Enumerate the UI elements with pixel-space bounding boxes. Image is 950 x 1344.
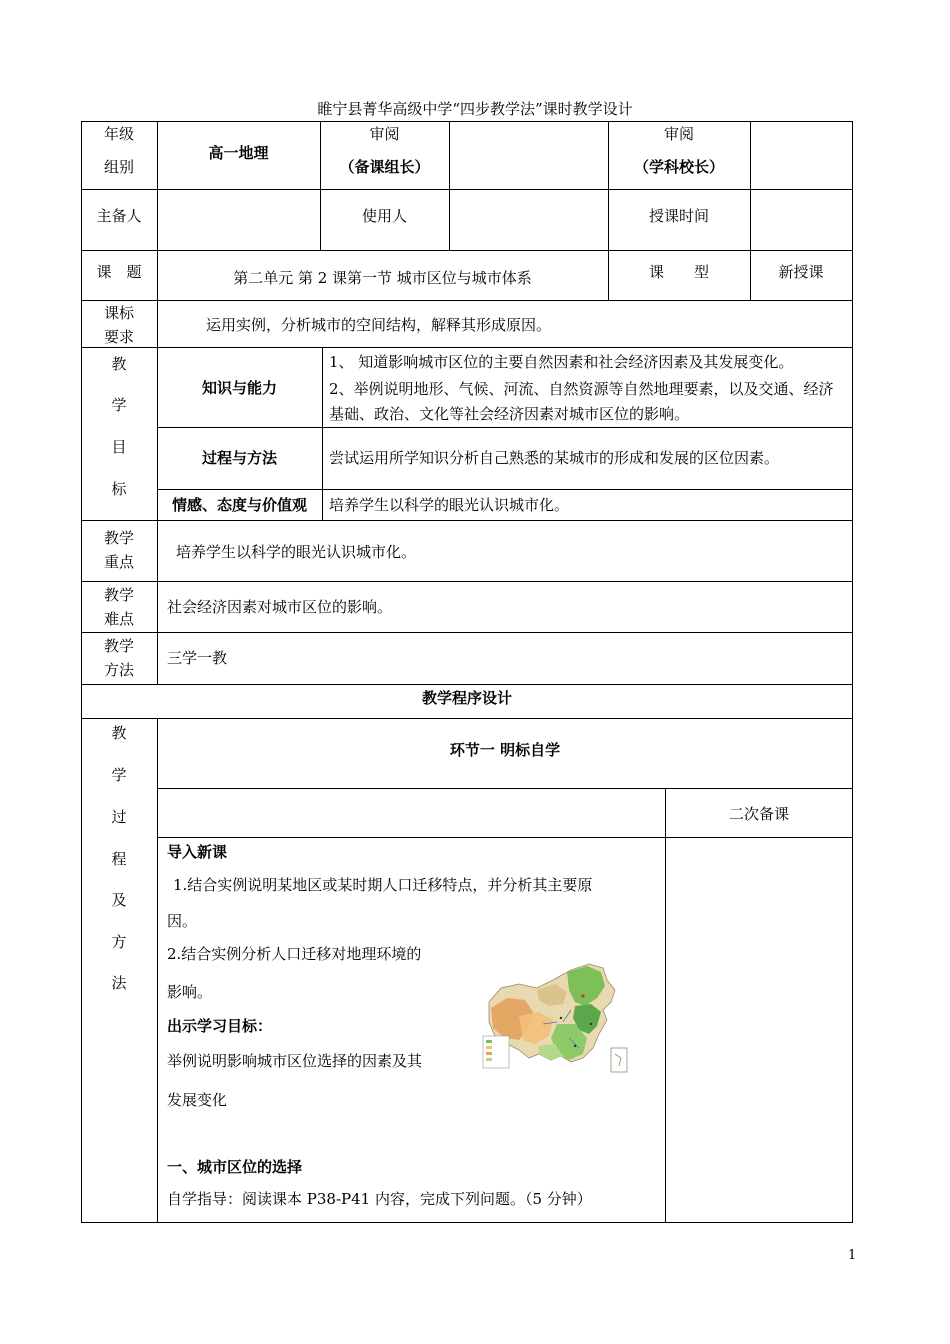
part-heading: 一、城市区位的选择	[167, 1158, 303, 1176]
table-border-right	[852, 121, 853, 1223]
row-divider	[157, 837, 853, 838]
grade-group-value: 高一地理	[208, 144, 269, 162]
procedure-char: 过	[111, 808, 127, 826]
class-time-label: 授课时间	[648, 207, 709, 225]
column-divider	[449, 121, 450, 251]
procedure-char: 学	[111, 766, 127, 784]
procedure-char: 方	[111, 933, 127, 951]
goal-line-2: 发展变化	[167, 1091, 228, 1109]
goal-heading: 出示学习目标：	[167, 1017, 273, 1035]
topic-label: 课 题	[96, 263, 142, 281]
table-border-top	[81, 121, 853, 122]
procedure-header: 教学程序设计	[421, 689, 512, 707]
self-study-guide: 自学指导：阅读课本 P38-P41 内容，完成下列问题。（5 分钟）	[167, 1190, 592, 1208]
knowledge-ability-label: 知识与能力	[201, 379, 277, 397]
process-method-label: 过程与方法	[201, 449, 277, 467]
row-divider	[157, 788, 853, 789]
china-map-image	[479, 962, 629, 1078]
objective-char: 标	[111, 480, 127, 498]
column-divider	[665, 788, 666, 1223]
page-number: 1	[848, 1248, 857, 1263]
row-divider	[81, 520, 853, 521]
review-label: 审阅	[663, 125, 694, 143]
column-divider	[322, 347, 323, 521]
standard-requirement: 运用实例，分析城市的空间结构，解释其形成原因。	[206, 316, 552, 334]
row-divider	[81, 581, 853, 582]
document-title: 睢宁县菁华高级中学“四步教学法”课时教学设计	[317, 100, 633, 118]
intro-item-2: 2.结合实例分析人口迁移对地理环境的	[167, 945, 422, 963]
row-divider	[81, 189, 853, 190]
user-label: 使用人	[361, 207, 407, 225]
method-value: 三学一教	[167, 649, 228, 667]
principal-label: （学科校长）	[633, 158, 724, 176]
row-divider	[81, 684, 853, 685]
row-divider	[157, 427, 853, 428]
column-divider	[157, 121, 158, 685]
objective-char: 目	[111, 438, 127, 456]
row-divider	[81, 347, 853, 348]
preparer-label: 主备人	[96, 207, 142, 225]
key-points-value: 培养学生以科学的眼光认识城市化。	[176, 543, 417, 561]
topic-value: 第二单元 第 2 课第一节 城市区位与城市体系	[233, 269, 532, 287]
group-label: 组别	[103, 158, 134, 176]
attitude-values-value: 培养学生以科学的眼光认识城市化。	[329, 496, 570, 514]
intro-item-1: 1.结合实例说明某地区或某时期人口迁移特点，并分析其主要原	[173, 876, 593, 894]
goal-line-1: 举例说明影响城市区位选择的因素及其	[167, 1052, 423, 1070]
method-label: 教学	[103, 637, 134, 655]
row-divider	[81, 250, 853, 251]
procedure-char: 程	[111, 850, 127, 868]
process-method-value: 尝试运用所学知识分析自己熟悉的某城市的形成和发展的区位因素。	[329, 449, 780, 467]
grade-label: 年级	[103, 125, 134, 143]
key-points-label: 重点	[103, 553, 134, 571]
knowledge-objective-2: 2、举例说明地形、气候、河流、自然资源等自然地理要素，以及交通、经济基础、政治、文化等社会经济因素对城市区位的影响。	[329, 380, 834, 423]
intro-item-2-cont: 影响。	[167, 983, 213, 1001]
row-divider	[157, 489, 853, 490]
row-divider	[81, 300, 853, 301]
standard-label: 课标	[103, 304, 134, 322]
intro-heading: 导入新课	[167, 843, 228, 861]
difficulty-label: 教学	[103, 586, 134, 604]
knowledge-objective-1: 1、 知道影响城市区位的主要自然因素和社会经济因素及其发展变化。	[329, 353, 794, 371]
requirement-label: 要求	[103, 328, 134, 346]
table-border-bottom	[81, 1222, 853, 1223]
difficulty-label: 难点	[103, 610, 134, 628]
column-divider	[157, 718, 158, 1223]
method-label: 方法	[103, 661, 134, 679]
attitude-values-label: 情感、态度与价值观	[171, 496, 307, 514]
row-divider	[81, 632, 853, 633]
section-title: 环节一 明标自学	[449, 741, 561, 759]
group-leader-label: （备课组长）	[339, 158, 430, 176]
review-label: 审阅	[369, 125, 400, 143]
row-divider	[81, 718, 853, 719]
procedure-char: 教	[111, 724, 127, 742]
difficulty-value: 社会经济因素对城市区位的影响。	[167, 598, 393, 616]
objective-char: 教	[111, 355, 127, 373]
intro-item-1-cont: 因。	[167, 912, 198, 930]
procedure-char: 及	[111, 891, 127, 909]
key-points-label: 教学	[103, 529, 134, 547]
lesson-type-value: 新授课	[778, 263, 824, 281]
procedure-char: 法	[111, 974, 127, 992]
second-preparation-label: 二次备课	[728, 805, 789, 823]
lesson-type-label: 课 型	[648, 263, 709, 281]
objective-char: 学	[111, 396, 127, 414]
lesson-plan-table	[81, 121, 853, 1223]
